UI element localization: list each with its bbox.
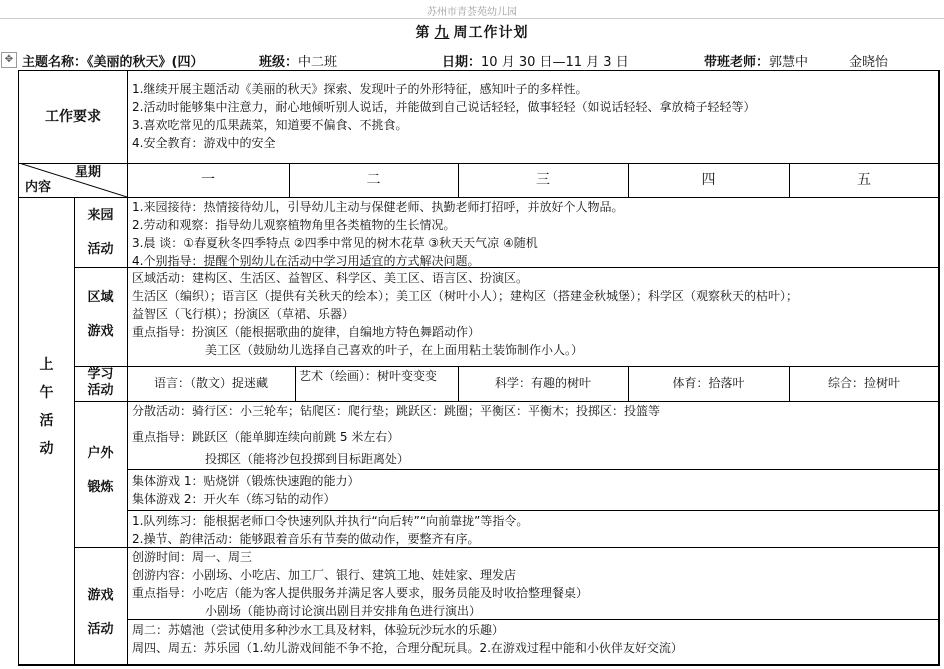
requirement-line: 3.喜欢吃常见的瓜果蔬菜，知道要不偏食、不挑食。 <box>132 118 408 132</box>
learning-mon: 语言：（散文）捉迷藏 <box>153 376 268 390</box>
requirements-content <box>132 80 937 152</box>
requirement-line: 4.安全教育：游戏中的安全 <box>132 136 276 150</box>
game-block-2: 周二：苏嬉池（尝试使用多种沙水工具及材料，体验玩沙玩水的乐趣） 周四、周五：苏乐园（1.幼儿游戏间能不争不抢，合理分配玩具。2.在游戏过程中能和小伙伴友好交流） <box>132 623 683 655</box>
outdoor-block-2: 集体游戏 1：贴烧饼（锻炼快速跑的能力） 集体游戏 2：开火车（练习钻的动作） <box>132 474 360 506</box>
requirement-line: 1.继续开展主题活动《美丽的秋天》探索、发现叶子的外形特征，感知叶子的多样性。 <box>132 82 588 96</box>
corner-content-label: 内容 <box>25 180 52 195</box>
week-number: 九 <box>434 25 450 41</box>
learning-tue: 艺术（绘画）：树叶变变变 <box>299 369 438 383</box>
requirement-line: 2.活动时能够集中注意力，耐心地倾听别人说话，并能做到自己说话轻轻，做事轻轻（如说话轻轻、拿放椅子轻轻等） <box>132 100 756 114</box>
class-info: 班级：中二班 <box>259 55 338 70</box>
document-header <box>0 0 944 19</box>
outdoor-label: 户外 锻炼 <box>87 446 114 495</box>
weekday-2: 二 <box>366 172 381 188</box>
area-games-label: 区域 游戏 <box>87 290 114 339</box>
weekday-1: 一 <box>201 172 215 188</box>
corner-weekday-label: 星期 <box>75 165 102 180</box>
outdoor-block-3: 1.队列练习：能根据老师口令快速列队并执行“向后转”“向前靠拢”等指令。 2.操节、韵律活动：能够跟着音乐有节奏的做动作，要整齐有序。 <box>132 514 529 546</box>
learning-wed: 科学：有趣的树叶 <box>494 376 591 390</box>
game-label: 游戏 活动 <box>87 588 114 637</box>
teacher-2: 金晓怡 <box>849 55 889 70</box>
weekday-5: 五 <box>857 172 871 188</box>
weekly-plan-table <box>18 70 940 666</box>
learning-fri: 综合：捡树叶 <box>827 376 900 390</box>
area-games-content: 区域活动：建构区、生活区、益智区、科学区、美工区、语言区、扮演区。 生活区（编织）；语言区（提供有关秋天的绘本）；美工区（树叶小人）；建构区（搭建金秋城堡）；科学区（观察秋天的枯叶）； 益智区（飞行棋）；扮演区（草裙、乐器） 重点指导：扮演区（能根据歌曲的旋律，自编地方特色舞蹈动作） 美工区（鼓励幼儿选择自己喜欢的叶子，在上面用粘土装饰制作小人。） <box>132 271 799 357</box>
game-block-1: 创游时间：周一、周三 创游内容：小剧场、小吃店、加工厂、银行、建筑工地、娃娃家、理发店 重点指导：小吃店（能为客人提供服务并满足客人要求，服务员能及时收拾整理餐桌） 小剧场（能协商讨论演出剧目并安排角色进行演出） <box>132 550 589 618</box>
weekday-3: 三 <box>536 172 550 188</box>
school-name: 苏州市青荟苑幼儿园 <box>427 7 517 18</box>
outdoor-block-1: 分散活动：骑行区：小三轮车；钻爬区：爬行垫；跳跃区：跳圈；平衡区：平衡木；投掷区：投篮等 重点指导：跳跃区（能单脚连续向前跳 5 米左右） 投掷区（能将沙包投掷到目标距离处） <box>132 404 661 466</box>
arrival-content: 1.来园接待：热情接待幼儿，引导幼儿主动与保健老师、执勤老师打招呼，并放好个人物品。 2.劳动和观察：指导幼儿观察植物角里各类植物的生长情况。 3.晨 谈：①春夏秋冬四季特点 ②四季中常见的树木花草 ③秋天天气凉 ④随机 4.个别指导：提醒个别幼儿在活动中学习用适宜的方式解决问题。 <box>132 200 624 268</box>
page-title: 第 九 周工作计划 <box>415 25 529 41</box>
requirements-label: 工作要求 <box>45 109 101 125</box>
date-info: 日期：10 月 30 日—11 月 3 日 <box>442 55 629 70</box>
theme-info: 主题名称：《美丽的秋天》(四） <box>22 55 204 70</box>
teacher-info: 带班老师：郭慧中 <box>704 55 809 70</box>
table-move-handle-icon[interactable]: ✥ <box>1 52 17 68</box>
weekday-4: 四 <box>701 172 716 188</box>
info-row <box>22 51 938 69</box>
arrival-label: 来园 活动 <box>87 208 114 257</box>
morning-activities-label: 上 午 活 动 <box>39 357 54 457</box>
learning-thu: 体育：拾落叶 <box>672 376 745 390</box>
learning-label: 学习 活动 <box>87 367 114 398</box>
